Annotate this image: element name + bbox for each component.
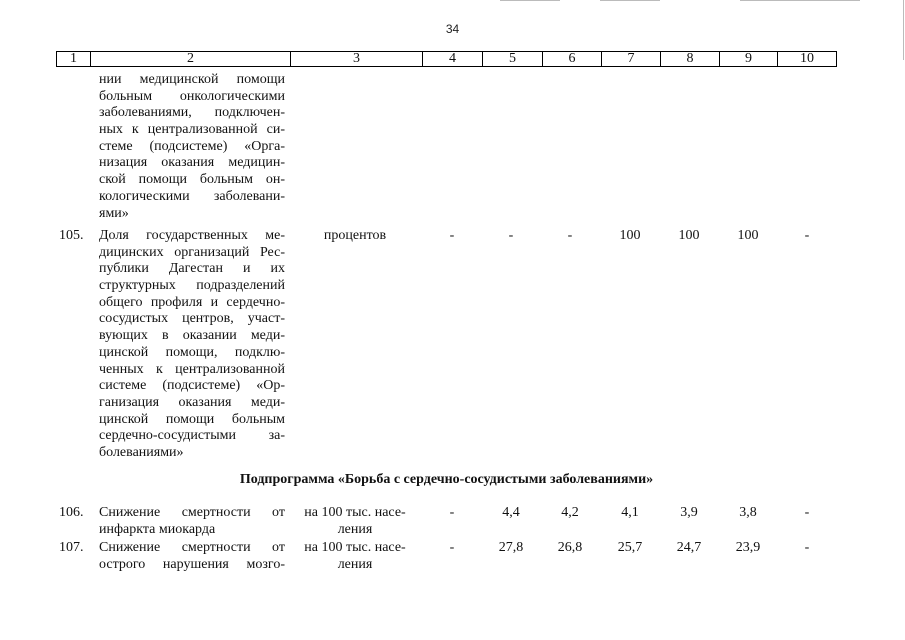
row-105-description — [99, 228, 285, 462]
unit-line: на 100 тыс. насе- — [304, 505, 406, 520]
unit-line: ления — [337, 521, 373, 537]
unit-line: ления — [337, 556, 373, 572]
desc-line: ных к централизованной си- — [99, 122, 285, 138]
header-col-5: 5 — [509, 51, 516, 66]
desc-line: низация оказания медицин- — [99, 155, 285, 171]
row-107-col-8: 24,7 — [676, 540, 702, 555]
unit-line: на 100 тыс. насе- — [304, 540, 406, 555]
row-107-unit — [290, 540, 420, 573]
desc-line: цинской помощи, подклю- — [99, 344, 285, 360]
header-col-2: 2 — [187, 51, 194, 66]
row-106-col-5: 4,4 — [502, 505, 520, 520]
table-header-row — [56, 51, 837, 67]
desc-line: сосудистых центров, участ- — [99, 311, 285, 327]
desc-line: системе (подсистеме) «Ор- — [99, 378, 285, 394]
row-106-col-8: 3,9 — [680, 505, 698, 520]
row-106-col-6: 4,2 — [561, 505, 579, 520]
row-105-col-8: 100 — [678, 228, 700, 243]
desc-line: ганизация оказания меди- — [99, 394, 285, 410]
row-107-number: 107. — [59, 540, 84, 555]
row-107-col-6: 26,8 — [557, 540, 583, 555]
row-107-col-7: 25,7 — [617, 540, 643, 555]
header-col-1: 1 — [70, 51, 77, 66]
header-col-8: 8 — [686, 51, 694, 66]
scan-edge-top-3 — [740, 0, 860, 1]
desc-line: цинской помощи больным — [99, 411, 285, 427]
header-col-9: 9 — [745, 51, 752, 66]
desc-line: ями» — [99, 205, 129, 221]
row-105-number: 105. — [59, 228, 84, 243]
desc-line: дицинских организаций Рес- — [99, 244, 285, 260]
scan-edge-top — [500, 0, 560, 1]
page-number: 34 — [445, 22, 460, 36]
desc-line: структурных подразделений — [99, 278, 285, 294]
desc-line: общего профиля и сердечно- — [99, 294, 285, 310]
desc-line: ской помощи больным он- — [99, 172, 285, 188]
desc-line: нии медицинской помощи — [99, 72, 285, 87]
row-107-col-5: 27,8 — [498, 540, 524, 555]
header-col-3: 3 — [353, 51, 360, 66]
scan-edge-top-2 — [600, 0, 660, 1]
header-col-10: 10 — [800, 51, 814, 66]
row-107-col-10: - — [804, 540, 810, 555]
desc-line: острого нарушения мозго- — [99, 556, 285, 572]
header-col-4: 4 — [449, 51, 456, 66]
desc-line: заболеваниями, подключен- — [99, 105, 285, 121]
row-105-col-4: - — [449, 228, 455, 243]
row-105-col-7: 100 — [619, 228, 641, 243]
desc-line: Снижение смертности от — [99, 540, 285, 555]
row-106-description — [99, 505, 285, 538]
desc-line: сердечно-сосудистыми за- — [99, 428, 285, 444]
row-106-col-10: - — [804, 505, 810, 520]
row-106-col-9: 3,8 — [739, 505, 757, 520]
row-105-col-6: - — [567, 228, 573, 243]
desc-line: кологическими заболевани- — [99, 188, 285, 204]
row-106-col-4: - — [449, 505, 455, 520]
row-106-number: 106. — [59, 505, 84, 520]
row-105-col-5: - — [508, 228, 514, 243]
desc-line: Снижение смертности от — [99, 505, 285, 520]
row-107-col-9: 23,9 — [735, 540, 761, 555]
row-106-unit — [290, 505, 420, 538]
row-106-col-7: 4,1 — [621, 505, 639, 520]
desc-line: Доля государственных ме- — [99, 228, 285, 243]
desc-line: инфаркта миокарда — [99, 521, 216, 537]
continued-row-description — [99, 72, 285, 222]
row-105-col-9: 100 — [737, 228, 759, 243]
header-col-7: 7 — [627, 51, 635, 66]
desc-line: публики Дагестан и их — [99, 261, 285, 277]
header-col-6: 6 — [568, 51, 576, 66]
desc-line: болеваниями» — [99, 444, 184, 460]
subprogram-title: Подпрограмма «Борьба с сердечно-сосудистыми заболеваниями» — [239, 472, 654, 487]
desc-line: ченных к централизованной — [99, 361, 285, 377]
row-107-description — [99, 540, 285, 573]
row-107-col-4: - — [449, 540, 455, 555]
desc-line: больным онкологическими — [99, 88, 285, 104]
desc-line: вующих в оказании меди- — [99, 328, 285, 344]
row-105-unit: процентов — [323, 228, 387, 243]
row-105-col-10: - — [804, 228, 810, 243]
desc-line: стеме (подсистеме) «Орга- — [99, 138, 285, 154]
